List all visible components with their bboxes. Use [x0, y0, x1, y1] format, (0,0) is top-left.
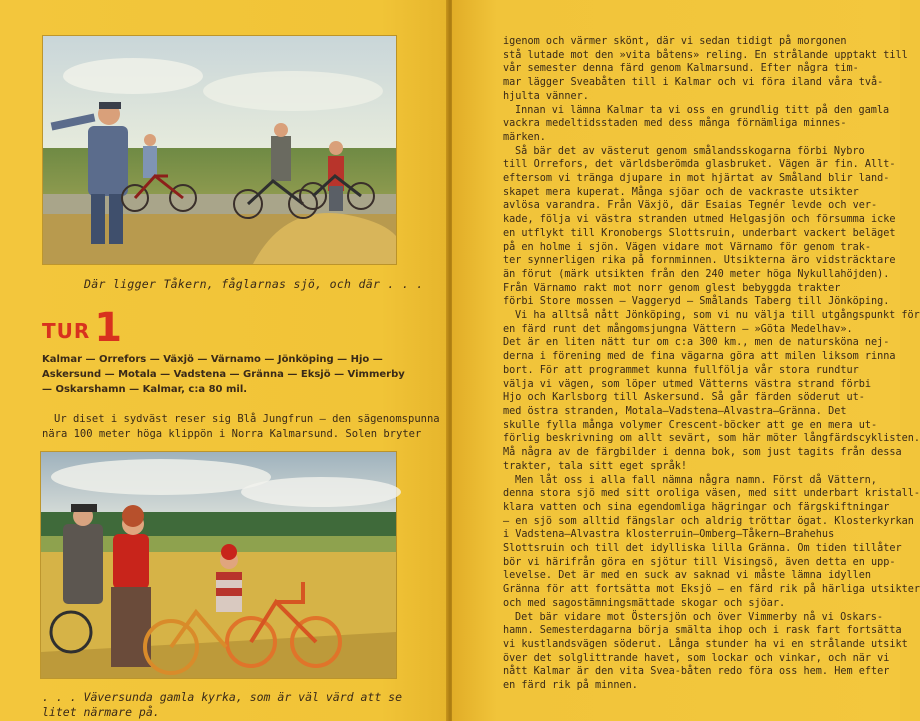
- text-line: välja vi vägen, som löper utmed Vätterns västra strand förbi: [503, 378, 872, 390]
- text-line: hjulta vänner.: [503, 90, 589, 102]
- text-line: bort. För att programmet kunna fullfölja vår stora rundtur: [503, 364, 859, 376]
- text-line: Men låt oss i alla fall nämna några namn. Först då Vättern,: [515, 474, 877, 486]
- text-line: vi kustlandsvägen söderut. Långa stunder ha vi en strålande utsikt: [503, 638, 908, 650]
- tour-heading: [42, 302, 123, 351]
- text-line: Innan vi lämna Kalmar ta vi oss en grundlig titt på den gamla: [515, 104, 890, 116]
- text-line: skulle fylla många volymer Crescent-böcker att ge en mera ut-: [503, 419, 878, 431]
- text-line: derna i förening med de fina vägarna göra att milen liksom rinna: [503, 351, 896, 363]
- tour-heading-number: 1: [94, 305, 123, 351]
- text-line: Från Värnamo rakt mot norr genom glest bebyggda trakter: [503, 282, 841, 294]
- text-line: vår semester denna färd genom Kalmarsund. Efter några tim-: [503, 63, 859, 75]
- caption-bottom-line: . . . Väversunda gamla kyrka, som är väl värd att se: [42, 690, 403, 704]
- text-line: levelse. Det är med en suck av saknad vi måste lämna idyllen: [503, 570, 872, 582]
- text-line: en utflykt till Kronobergs Slottsruin, underbart vackert beläget: [503, 227, 896, 239]
- text-line: stå lutade mot den »vita båtens» reling. En strålande upptakt till: [503, 49, 908, 61]
- text-line: bör vi härifrån göra en sjötur till Visingsö, även detta en upp-: [503, 556, 896, 568]
- left-page: [0, 0, 448, 721]
- text-line: klara vatten och sina egendomliga hägringar och färgskiftningar: [503, 501, 890, 513]
- text-line: nått Kalmar är den vita Svea-båten redo föra oss hem. Hem efter: [503, 666, 890, 678]
- text-line: och med sagostämningsmättade skogar och sjöar.: [503, 597, 786, 609]
- intro-line: nära 100 meter höga klippön i Norra Kalmarsund. Solen bryter: [42, 428, 422, 440]
- text-line: Hjo och Karlsborg till Askersund. Så går färden söderut ut-: [503, 392, 865, 404]
- text-line: Gränna för att fortsätta mot Eksjö — en färd rik på härliga utsikter: [503, 584, 920, 596]
- text-line: vackra medeltidsstaden med dess många förnämliga minnes-: [503, 118, 847, 130]
- intro-line: Ur diset i sydväst reser sig Blå Jungfrun — den sägenomspunna: [54, 413, 440, 425]
- text-line: Slottsruin och till det idylliska lilla Gränna. Om tiden tillåter: [503, 543, 902, 555]
- text-line: Det bär vidare mot Östersjön och över Vimmerby nå vi Oskars-: [515, 611, 884, 623]
- text-line: Så bär det av västerut genom smålandsskogarna förbi Nybro: [515, 145, 865, 157]
- text-line: skapet mera kuperat. Många sjöar och de vackraste utsikter: [503, 186, 859, 198]
- text-line: trakter, tala sitt eget språk!: [503, 460, 688, 472]
- text-line: Det är en liten nätt tur om c:a 300 km., men de natursköna nej-: [503, 337, 890, 349]
- route-line: Kalmar — Orrefors — Växjö — Värnamo — Jönköping — Hjo —: [42, 354, 383, 365]
- text-line: en färd runt det mångomsjungna Vättern — »Göta Medelhav».: [503, 323, 853, 335]
- body-text: [503, 35, 920, 693]
- caption-top: Där ligger Tåkern, fåglarnas sjö, och där . . .: [84, 277, 424, 291]
- text-line: eftersom vi tränga djupare in mot hjärtat av Småland blir land-: [503, 173, 890, 185]
- text-line: förbi Store mossen — Vaggeryd — Smålands Taberg till Jönköping.: [503, 296, 890, 308]
- text-line: i Vadstena—Alvastra klosterruin—Omberg—Tåkern—Brahehus: [503, 529, 835, 541]
- text-line: till Orrefors, det världsberömda glasbruket. Vägen är fin. Allt-: [503, 159, 896, 171]
- caption-bottom-line: litet närmare på.: [42, 705, 160, 719]
- route-line: — Oskarshamn — Kalmar, c:a 80 mil.: [42, 384, 248, 395]
- text-line: ter synnerligen rika på fornminnen. Utsikterna äro vidsträcktare: [503, 255, 896, 267]
- text-line: igenom och värmer skönt, där vi sedan tidigt på morgonen: [503, 36, 847, 47]
- text-line: på en holme i sjön. Vägen vidare mot Värnamo för genom trak-: [503, 241, 872, 253]
- photo-family-bikes: [41, 452, 396, 678]
- text-line: märken.: [503, 131, 546, 143]
- photo-cyclists-field: [43, 36, 396, 264]
- text-line: förlig beskrivning om allt sevärt, som här möter långfärdscyklisten.: [503, 433, 920, 445]
- text-line: avlösa varandra. Från Växjö, där Esaias Tegnér levde och ver-: [503, 200, 878, 212]
- text-line: kade, följa vi västra stranden utmed Helgasjön och försumma icke: [503, 214, 896, 226]
- text-line: mar lägger Sveabåten till i Kalmar och vi föra iland våra två-: [503, 77, 884, 89]
- intro-paragraph: [42, 412, 440, 442]
- caption-bottom: [42, 690, 422, 720]
- text-line: hamn. Semesterdagarna börja smälta ihop och i rask fart fortsätta: [503, 625, 902, 637]
- text-line: — en sjö som alltid fängslar och aldrig tröttar ögat. Klosterkyrkan: [503, 515, 914, 527]
- route-list: [42, 352, 414, 397]
- text-line: över det solglittrande havet, som lockar och vinkar, och när vi: [503, 652, 890, 664]
- text-line: Må några av de färgbilder i denna bok, som just tagits från dessa: [503, 447, 902, 459]
- text-line: än förut (märk utsikten från den 240 meter höga Nykullahöjden).: [503, 268, 890, 280]
- text-line: Vi ha alltså nått Jönköping, som vi nu välja till utgångspunkt för: [515, 310, 920, 322]
- tour-heading-word: TUR: [42, 319, 91, 343]
- text-line: denna stora sjö med sitt oroliga väsen, med sitt underbart kristall-: [503, 488, 920, 500]
- text-line: en färd rik på minnen.: [503, 680, 638, 692]
- text-line: med östra stranden, Motala—Vadstena—Alvastra—Gränna. Det: [503, 405, 847, 417]
- route-line: Askersund — Motala — Vadstena — Gränna — Eksjö — Vimmerby: [42, 369, 405, 380]
